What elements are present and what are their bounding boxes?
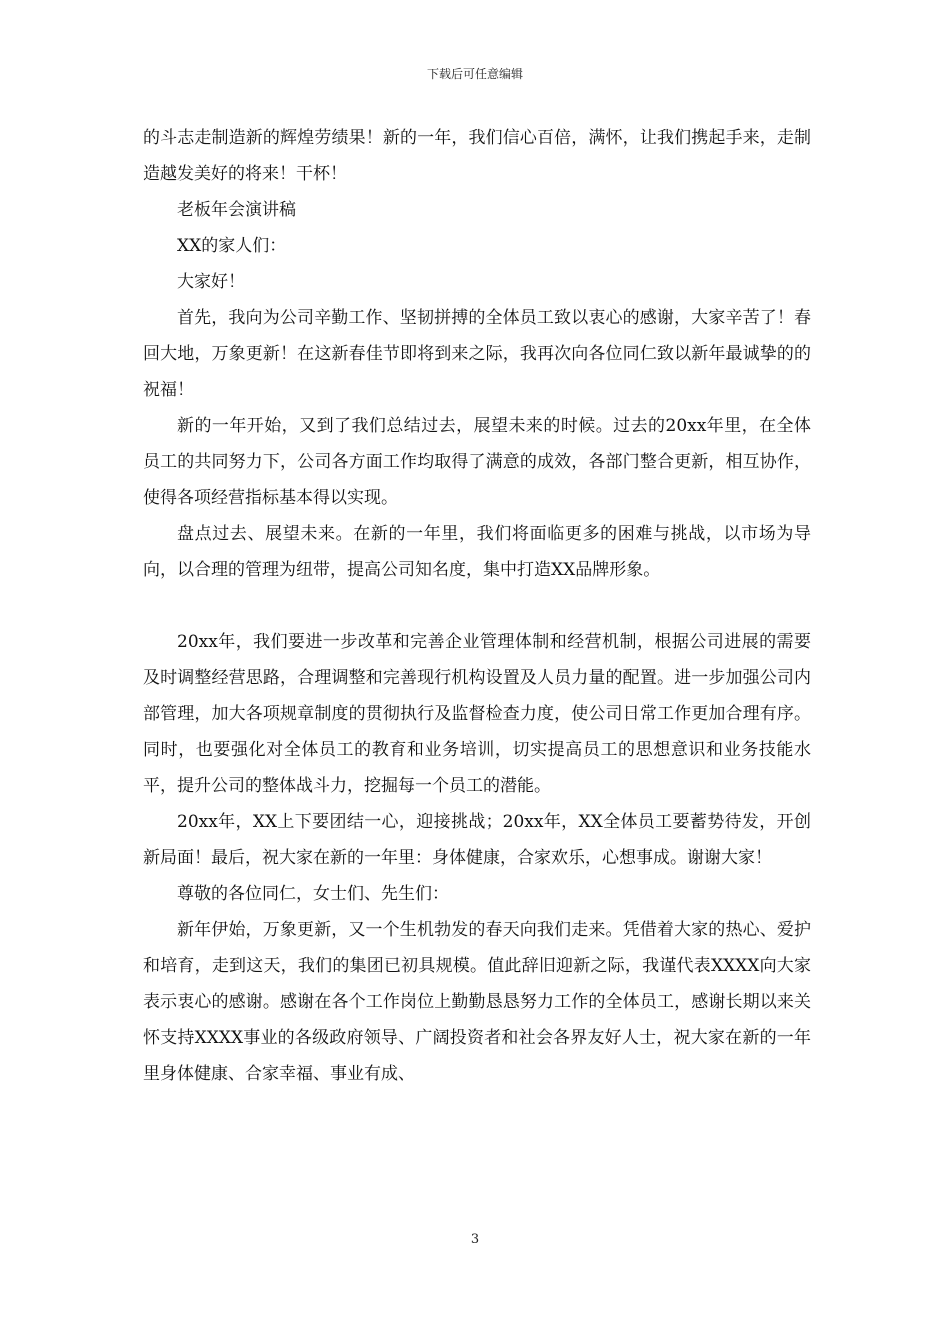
page-header: 下载后可任意编辑 [426, 67, 523, 81]
paragraph: 20xx年，XX上下要团结一心，迎接挑战；20xx年，XX全体员工要蓄势待发，开创新局面！最后，祝大家在新的一年里：身体健康，合家欢乐，心想事成。谢谢大家！ [143, 812, 811, 868]
paragraph: 盘点过去、展望未来。在新的一年里，我们将面临更多的困难与挑战，以市场为导向，以合理的管理为纽带，提高公司知名度，集中打造XX品牌形象。 [143, 524, 811, 580]
speech-title: 老板年会演讲稿 [177, 200, 296, 220]
document-body [143, 120, 811, 1092]
page-number: 3 [470, 1232, 480, 1247]
paragraph: 首先，我向为公司辛勤工作、坚韧拼搏的全体员工致以衷心的感谢，大家辛苦了！春回大地，万象更新！在这新春佳节即将到来之际，我再次向各位同仁致以新年最诚挚的的祝福！ [143, 308, 811, 400]
paragraph: 新年伊始，万象更新，又一个生机勃发的春天向我们走来。凭借着大家的热心、爱护和培育，走到这天，我们的集团已初具规模。值此辞旧迎新之际，我谨代表XXXX向大家表示衷心的感谢。感谢在各个工作岗位上勤勤恳恳努力工作的全体员工，感谢长期以来关怀支持XXXX事业的各级政府领导、广阔投资者和社会各界友好人士，祝大家在新的一年里身体健康、合家幸福、事业有成、 [143, 920, 811, 1084]
paragraph-continuation: 的斗志走制造新的辉煌劳绩果！新的一年，我们信心百倍，满怀，让我们携起手来，走制造越发美好的将来！干杯！ [143, 128, 811, 184]
greeting: 大家好！ [177, 272, 245, 292]
salutation: XX的家人们： [177, 236, 287, 256]
paragraph: 20xx年，我们要进一步改革和完善企业管理体制和经营机制，根据公司进展的需要及时调整经营思路，合理调整和完善现行机构设置及人员力量的配置。进一步加强公司内部管理，加大各项规章制度的贯彻执行及监督检查力度，使公司日常工作更加合理有序。同时，也要强化对全体员工的教育和业务培训，切实提高员工的思想意识和业务技能水平，提升公司的整体战斗力，挖掘每一个员工的潜能。 [143, 632, 811, 796]
paragraph: 新的一年开始，又到了我们总结过去，展望未来的时候。过去的20xx年里，在全体员工的共同努力下，公司各方面工作均取得了满意的成效，各部门整合更新，相互协作，使得各项经营指标基本得以实现。 [143, 416, 811, 508]
salutation: 尊敬的各位同仁，女士们、先生们： [177, 884, 449, 904]
